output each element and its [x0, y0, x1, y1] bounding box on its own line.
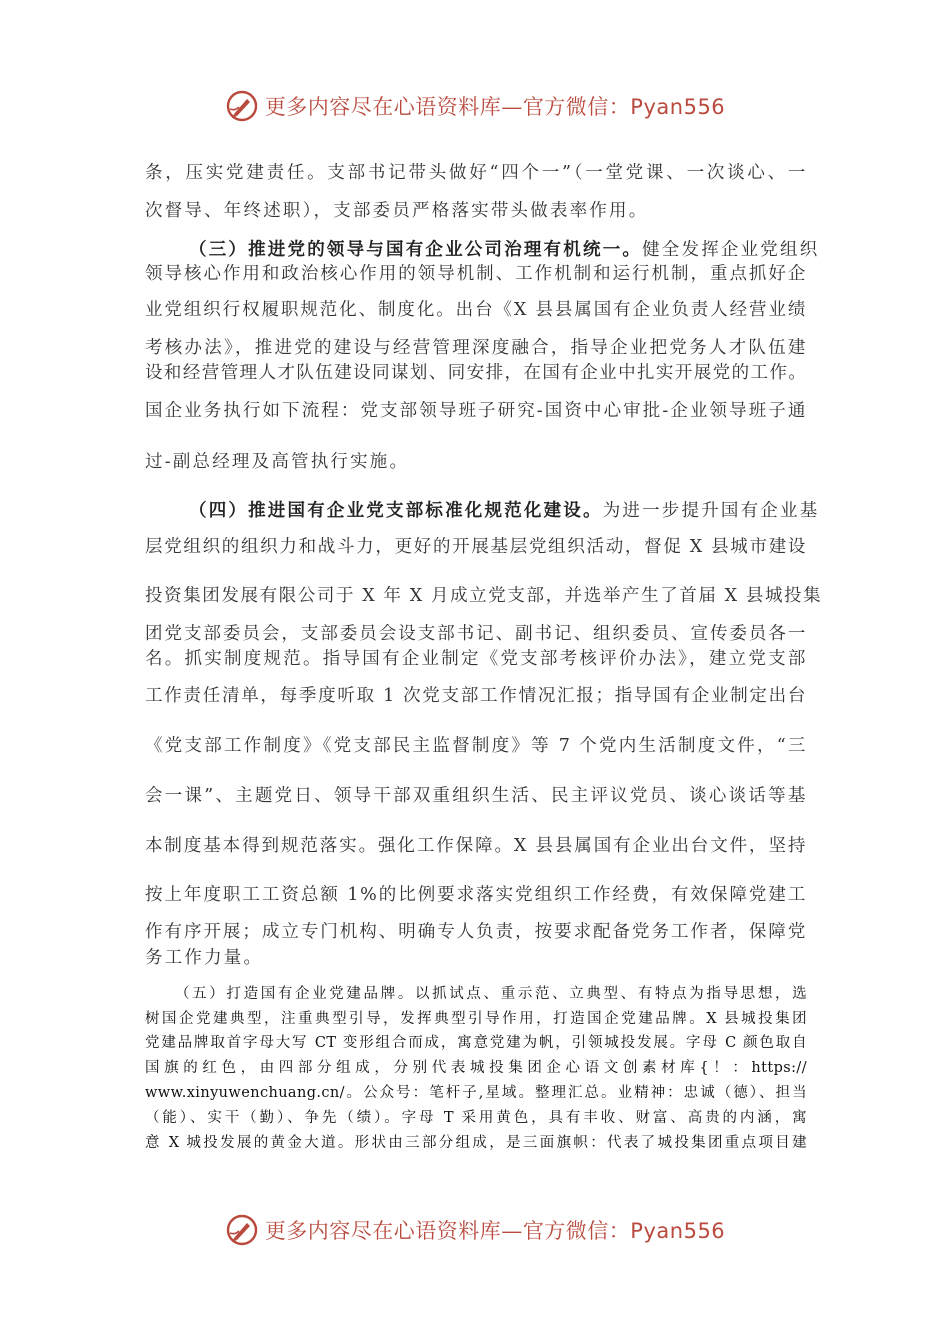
- text-line: 层党组织的组织力和战斗力，更好的开展基层党组织活动，督促 X 县城市建设: [145, 537, 807, 557]
- text-line: 设和经营管理人才队伍建设同谋划、同安排，在国有企业中扎实开展党的工作。: [145, 363, 807, 383]
- text-line: 国企业务执行如下流程：党支部领导班子研究-国资中心审批-企业领导班子通: [145, 401, 807, 421]
- text-line: 次督导、年终述职），支部委员严格落实带头做表率作用。: [145, 201, 649, 221]
- header-banner: [0, 86, 950, 126]
- text-line: 本制度基本得到规范落实。强化工作保障。X 县县属国有企业出台文件，坚持: [145, 836, 807, 856]
- text-line: 党建品牌取首字母大写 CT 变形组合而成，寓意党建为帆，引领城投发展。字母 C 颜色取自: [145, 1035, 807, 1051]
- text-line: 考核办法》，推进党的建设与经营管理深度融合，指导企业把党务人才队伍建: [145, 338, 807, 358]
- text-line: www.xinyuwenchuang.cn/。公众号：笔杆子,星域。整理汇总。业精神：忠诚（德）、担当: [145, 1085, 807, 1101]
- text-line: 名。抓实制度规范。指导国有企业制定《党支部考核评价办法》，建立党支部: [145, 649, 807, 669]
- pen-logo-icon: [225, 89, 259, 123]
- footer-banner: [0, 1210, 950, 1250]
- text-line: 条，压实党建责任。支部书记带头做好“四个一”（一堂党课、一次谈心、一: [145, 163, 807, 183]
- text-line: （五）打造国有企业党建品牌。以抓试点、重示范、立典型、有特点为指导思想，选: [175, 986, 807, 1002]
- text-line: 作有序开展；成立专门机构、明确专人负责，按要求配备党务工作者，保障党: [145, 922, 807, 942]
- text-line: 国旗的红色，由四部分组成，分别代表城投集团企心语文创素材库{！：https://: [145, 1060, 807, 1076]
- text-line: 意 X 城投发展的黄金大道。形状由三部分组成，是三面旗帜：代表了城投集团重点项目建: [145, 1135, 807, 1151]
- banner-text: 更多内容尽在心语资料库—官方微信：Pyan556: [264, 1219, 726, 1243]
- section-heading-4: （四）推进国有企业党支部标准化规范化建设。: [189, 501, 603, 521]
- section-heading-3: （三）推进党的领导与国有企业公司治理有机统一。: [189, 240, 643, 260]
- text-line: 树国企党建典型，注重典型引导，发挥典型引导作用，打造国企党建品牌。X 县城投集团: [145, 1011, 807, 1027]
- text-line: 会一课”、主题党日、领导干部双重组织生活、民主评议党员、谈心谈话等基: [145, 786, 807, 806]
- banner-text: 更多内容尽在心语资料库—官方微信：Pyan556: [264, 95, 726, 119]
- text-line: 过-副总经理及高管执行实施。: [145, 452, 410, 472]
- text-line: 工作责任清单，每季度听取 1 次党支部工作情况汇报；指导国有企业制定出台: [145, 686, 807, 706]
- text-line: 业党组织行权履职规范化、制度化。出台《X 县县属国有企业负责人经营业绩: [145, 300, 807, 320]
- text-line: （能）、实干（勤）、争先（绩）。字母 T 采用黄色，具有丰收、财富、高贵的内涵，寓: [145, 1110, 807, 1126]
- text-line: 按上年度职工工资总额 1%的比例要求落实党组织工作经费，有效保障党建工: [145, 885, 807, 905]
- text-line: 投资集团发展有限公司于 X 年 X 月成立党支部，并选举产生了首届 X 县城投集: [145, 586, 823, 606]
- pen-logo-icon: [225, 1213, 259, 1247]
- paragraph-4-first-line: （四）推进国有企业党支部标准化规范化建设。为进一步提升国有企业基: [189, 501, 820, 521]
- paragraph-3-first-line: （三）推进党的领导与国有企业公司治理有机统一。健全发挥企业党组织: [189, 240, 820, 260]
- text-line: 《党支部工作制度》《党支部民主监督制度》等 7 个党内生活制度文件，“三: [145, 736, 807, 756]
- text-line: 领导核心作用和政治核心作用的领导机制、工作机制和运行机制，重点抓好企: [145, 264, 807, 284]
- text-line: 团党支部委员会，支部委员会设支部书记、副书记、组织委员、宣传委员各一: [145, 624, 807, 644]
- text-line: 务工作力量。: [145, 948, 264, 968]
